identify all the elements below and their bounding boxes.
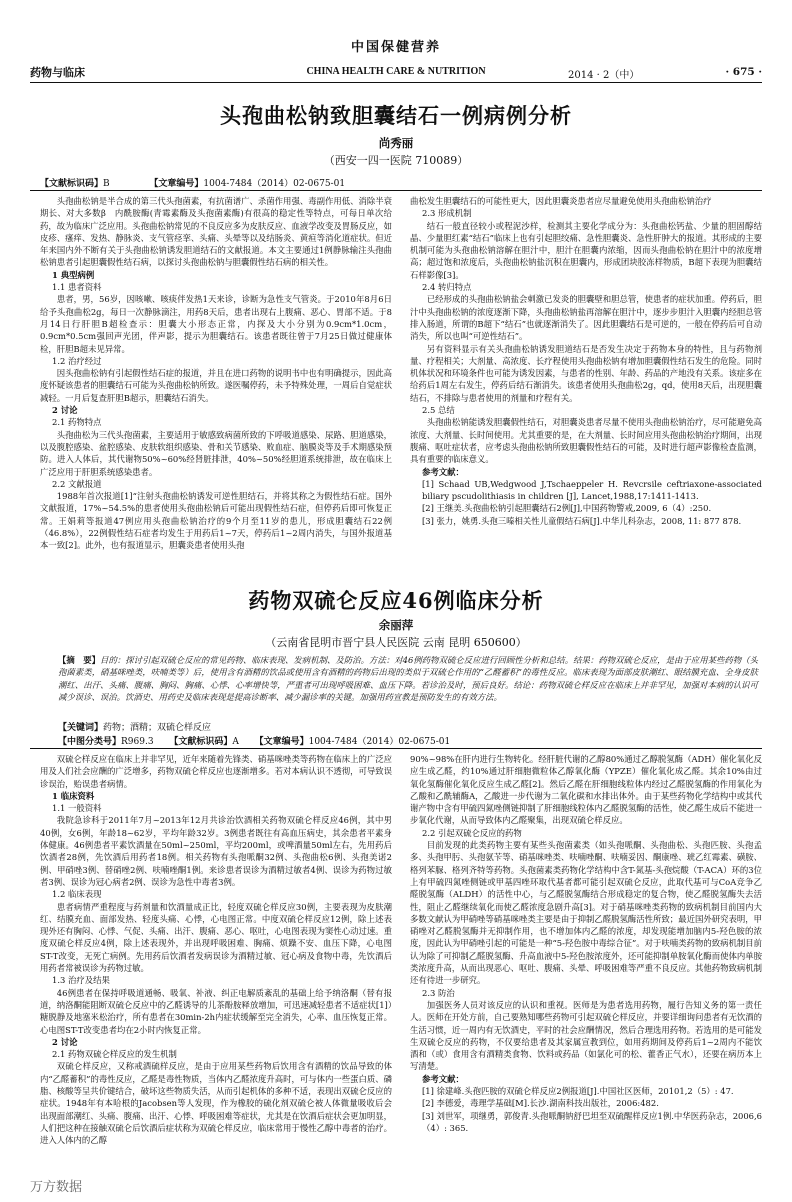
article2-abstract: 【摘 要】目的：探讨引起双硫仑反应的常见药物、临床表现、发病机制、及防治。方法：对46例药物双硫仑反应进行回顾性分析和总结。结果：药物双硫仑反应，是由于应用某些药物（头孢菌素类，硝基咪唑类，呋喃类等）后，使用含有酒精的饮品或使用含有酒精的药物后出现的类似于双硫仑作用的“乙醛蓄积”的毒性反应。临床表现为面部皮肤潮红、眼结膜充血、全身皮肤潮红、出汗、头痛、腹痛、胸闷、胸痛、心悸、心率增快等，严重者可出现呼吸困难、血压下降。若诊治及时，预后良好。结论：药物双硫仑样反应在临床上并非罕见，加强对本病的认识可减少误诊、误治。饮酒史、用药史及临床表现是提高诊断率、减少漏诊率的关键。加强用药宣教是预防发生的有效方法。 bbox=[58, 655, 759, 702]
reference-item: [2] 王继美.头孢曲松钠引起胆囊结石2例[J],中国药物警戒,2009, 6（4）:250. bbox=[422, 503, 712, 514]
article1-meta-rule bbox=[30, 190, 762, 191]
article1-right-column bbox=[410, 195, 762, 577]
reference-item: [3] 刘世军，项继勇，郭俊青.头孢哌酮钠舒巴坦至双硫醒样反应1例.中华医药杂志，2006,6（4）: 365. bbox=[422, 1110, 762, 1133]
article2-meta-rule bbox=[30, 748, 762, 749]
reference-item: [2] 李德爱，毒理学基础[M].长沙.湖南科技出版社，2006:482. bbox=[422, 1098, 659, 1109]
paragraph: 头孢曲松为三代头孢菌素，主要适用于敏感致病菌所致的下呼吸道感染、尿路、胆道感染，以及腹腔感染、盆腔感染、皮肤软组织感染、骨和关节感染、败血症、脑膜炎等及手术期感染预防。进入人体后，其代谢物50%~60%经肾脏排泄，40%~50%经胆道系统排泄，故在临床上广泛应用于肝胆系统感染患者。 bbox=[40, 429, 392, 477]
paragraph: 46例患者在保持呼吸道通畅、吸氧、补液、纠正电解质紊乱的基础上给予纳洛酮（替有报道，纳洛酮能阻断双硫仑反应中的乙醛诱导的儿茶酚胺释放增加，可迅速减轻患者不适症状[1]）糖脱静及地塞米松治疗，所有患者在30min-2h内症状缓解至完全消失，心率、血压恢复正常。心电图ST-T改变患者均在2小时内恢复正常。 bbox=[40, 987, 392, 1035]
article1-meta: 【文献标识码】B 【文章编号】1004-7484（2014）02-0675-01 bbox=[40, 179, 346, 189]
article2-author: 余丽萍 bbox=[378, 618, 414, 632]
paragraph: 头孢曲松钠是半合成的第三代头孢菌素，有抗菌谱广、杀菌作用强、毒副作用低、消除半衰期长、对大多数β 内酰胺酶(青霉素酶及头孢菌素酶)有很高的稳定性等特点，可每日单次给药，故为临床广泛应用。头孢曲松钠常见的不良反应多为皮肤反应、血液学改变及胃肠反应，如皮疹、瘙痒、发热、静脉炎、支气管痉挛、头痛、头晕等以及结肠炎、黄疸等消化道症状。但近年来国内外不断有关于头孢曲松钠诱发胆道结石的文献报道。本文主要通过1例静脉输注头孢曲松钠患者引起胆囊假性结石病，以探讨头孢曲松钠与胆囊假性结石病的相关性。 bbox=[40, 196, 392, 268]
references-heading: 参考文献： bbox=[422, 1073, 464, 1084]
section-heading: 2 讨论 bbox=[52, 1036, 78, 1047]
paragraph: 目前发现的此类药物主要有某些头孢菌素类（如头孢哌酮、头孢曲松、头孢匹胺、头孢孟多、头孢甲肟、头孢氨苄等、硝基咪唑类、呋喃唑酮、呋喃妥因、酮康唑、琥乙红霉素、磺胺、格列苯脲、格列齐特等药物。头孢菌素类药物化学结构中含T-氮基-头孢烷酸（T-ACA）环的3位上有甲硫四氮唑侧链或甲基四唑环取代基者都可能引起双硫仑反应，此取代基可与CoA竞争乙醛脱氢酶（ALDH）的活性中心，与乙醛脱氢酶结合形成稳定的复合物，使乙醛脱氢酶失去活性，阻止乙醛继续氧化而使乙醛浓度急剧升高[3]。对于硝基咪唑类药物的致病机制目前国内大多数文献认为甲硝唑等硝基咪唑类主要是由于抑制乙醛脱氢酶活性所致；最近国外研究表明，甲硝唑对乙醛脱氢酶并无抑制作用，也不增加体内乙醛的浓度，却发现能增加脑内5-羟色胺的浓度，因此认为甲硝唑引起的可能是一种“5-羟色胺中毒综合征”。对于呋喃类药物的致病机制目前认为除了可抑制乙醛脱氢酶、升高血液中5-羟色胺浓度外，还可能抑制单胺氧化酶而使体内单胺类浓度升高，从而出现恶心、呕吐、腹痛、头晕、呼吸困难等严重不良反应。其他药物致病机制还有待进一步研究。 bbox=[410, 840, 762, 986]
issue-label: 2014 · 2（中） bbox=[568, 70, 640, 81]
page-number: · 675 · bbox=[725, 66, 762, 78]
section-heading: 1 典型病例 bbox=[52, 269, 95, 280]
subsection-heading: 1.2 治疗经过 bbox=[52, 355, 102, 366]
subsection-heading: 2.2 文献报道 bbox=[52, 478, 102, 489]
paragraph: 已经形成的头孢曲松钠盐会刺激已发炎的胆囊壁和胆总管，使患者的症状加重。停药后，胆汁中头孢曲松钠的浓度逐渐下降，头孢曲松钠盐再溶解在胆汁中，逐步步胆汁入胆囊内经胆总管排入肠道，所谓的B超下“结石”也就逐渐消失了。因此胆囊结石是可逆的，一般在停药后可自动消失，所以也叫“可逆性结石”。 bbox=[410, 294, 762, 342]
paragraph: 头孢曲松钠能诱发胆囊假性结石，对胆囊炎患者尽量不使用头孢曲松钠治疗，尽可能避免高浓度、大剂量、长时间使用。尤其重要的是，在大剂量、长时间应用头孢曲松钠治疗期间，出现腹痛、呕吐症状者，应考虑头孢曲松钠所致胆囊假性结石的可能，及时进行超声影像检查监测，具有重要的临床意义。 bbox=[410, 417, 762, 465]
subsection-heading: 2.1 药物双硫仑样反应的发生机制 bbox=[52, 1049, 177, 1060]
paragraph: 1988年首次报道[1]“注射头孢曲松钠诱发可逆性胆结石，并将其称之为假性结石症。国外文献报道，17%~54.5%的患者使用头孢曲松钠后可能出现假性结石症，但停药后即可恢复正常。王娟莉等报道47例应用头孢曲松钠治疗的9个月至11岁的患儿，形成胆囊结石22例（46.8%），22例假性结石症者均发生于用药后1~7天，停药后1~2周内消失，与国外报道基本一致[2]。此外，也有报道显示，胆囊炎患者使用头孢 bbox=[40, 491, 392, 551]
article2-right-column bbox=[410, 753, 762, 1163]
subsection-heading: 2.3 形成机制 bbox=[422, 208, 472, 219]
article1-affiliation: （西安一四一医院 710089） bbox=[323, 154, 469, 167]
paragraph: 患者，男，56岁，因咳嗽、咳痰伴发热1天来诊，诊断为急性支气管炎。于2010年8月6日给予头孢曲松2g，每日一次静脉滴注，用药8天后，患者出现右上腹痛、恶心、胃部不适。于8月14日行肝胆B超检查示：胆囊大小形态正常，内探及大小分别为0.9cm*1.0cm，0.9cm*0.5cm强回声光团，伴声影，提示为胆囊结石。该患者既往曾于7月25日做过健康体检，肝胆B超未见异常。 bbox=[40, 294, 392, 354]
article1-title: 头孢曲松钠致胆囊结石一例病例分析 bbox=[220, 103, 572, 128]
paragraph: 另有资料显示有关头孢曲松钠诱发胆道结石是否发生决定于药物本身的特性，且与药物剂量、疗程相关；大剂量、高浓度、长疗程使用头孢曲松钠有增加胆囊假性结石发生的危险。同时机体状况和环境条件也可能为诱发因素，与患者的性别、年龄、药品的产地没有关系。该症多在给药后1周左右发生，停药后结石渐消失。该患者使用头孢曲松2g，qd，使用8天后，出现胆囊结石，不排除与患者使用的剂量和疗程有关。 bbox=[410, 343, 762, 403]
subsection-heading: 1.1 一般资料 bbox=[52, 803, 102, 814]
article2-meta: 【中图分类号】R969.3 【文献标识码】A 【文章编号】1004-7484（2014）02-0675-01 bbox=[58, 737, 451, 747]
paragraph: 90%~98%在肝内进行生物转化。经肝脏代谢的乙醇80%通过乙醇脱氢酶（ADH）催化氧化反应生成乙醛，约10%通过肝细胞微粒体乙醇氧化酶（YPZE）催化氧化成乙醛。其余10%由过氧化氢酶催化氧化反应生成乙醛[2]。然后乙醛在肝细胞线粒体内经过乙醛脱氢酶的作用氧化为乙酸和乙酰辅酶A，乙酸进一步代谢为二氧化碳和水排出体外。由于某些药物化学结构中或其代谢产物中含有甲硫四氮唑侧链抑制了肝细胞线粒体内乙醛脱氢酶的活性，使乙醛生成后不能进一步氧化代谢，从而导致体内乙醛聚集，出现双硫仑样反应。 bbox=[410, 754, 762, 826]
paragraph: 因头孢曲松钠有引起假性结石症的报道，并且在进口药物的说明书中也有明确提示，因此高度怀疑该患者的胆囊结石可能为头孢曲松钠所致。遂医嘱停药，未予特殊处理，一周后自觉症状减轻。一月后复查肝胆B超示，胆囊结石消失。 bbox=[40, 368, 392, 403]
reference-item: [1] Schaad UB,Wedgwood J,Tschaeppeler H. Revcrsile ceftriaxone-associated biliary pscudolithiasis in children [J], Lancet,1988,17:1411-1413. bbox=[422, 478, 762, 502]
article2-affiliation: （云南省昆明市晋宁县人民医院 云南 昆明 650600） bbox=[265, 636, 527, 649]
subsection-heading: 1.2 临床表现 bbox=[52, 889, 102, 900]
article2-keywords: 【关键词】药物；酒精；双硫仑样反应 bbox=[58, 723, 212, 733]
paragraph: 曲松发生胆囊结石的可能性更大，因此胆囊炎患者应尽量避免使用头孢曲松钠治疗 bbox=[410, 196, 712, 206]
paragraph: 我院急诊科于2011年7月~2013年12月共诊治饮酒相关药物双硫仑样反应46例，其中男40例，女6例，年龄18~62岁，平均年龄32岁。3例患者既往有高血压病史，其余患者平素身体健康。46例患者平素饮酒量在50ml~250ml，平均200ml，或啤酒量50ml左右，先用药后饮酒者28例，先饮酒后用药者18例。相关药物有头孢哌酮32例、头孢曲松6例、头孢美诺2例、甲硝唑3例、替硝唑2例、呋喃唑酮1例。来诊患者误诊为酒精过敏者4例、误诊为药物过敏者3例、误诊为冠心病者2例、误诊为急性中毒者3例。 bbox=[40, 815, 392, 887]
article1-left-column bbox=[40, 195, 392, 577]
paragraph: 结石一般直径较小或程泥沙样，检测其主要化学成分为：头孢曲松钙盐、少量的胆固醇结晶、少量胆红素“结石”临床上也有引起胆绞痛、急性胆囊炎、急性肝肿大的报道。其形成的主要机制可能为头孢曲松钠溶解在胆汁中，胆汁在胆囊内浓缩，因而头孢曲松钠在胆汁中的浓度增高；超过饱和浓度后，头孢曲松钠盐沉积在胆囊内，形成团块胶冻样物质，B超下表现为胆囊结石样影像[3]。 bbox=[410, 220, 762, 280]
paragraph: 双硫仑样反应，又称戒酒硫样反应，是由于应用某些药物后饮用含有酒精的饮品导致的体内“乙醛蓄积”的毒性反应，乙醛是毒性物质，当体内乙醛浓度升高时，可与体内一些蛋白质、磷脂、核酸等呈共价键结合，破坏这些物质失活，从而引起机体的多种不适，表现出双硫仑反应的症状。1948年有本哈根的Jacobsen等人发现，作为橡胶的硫化剂双硫仑被人体微量吸收后会出现面部潮红、头痛、腹痛、出汗、心悸、呼吸困难等症状，尤其是在饮酒后症状会更加明显，人们把这种在接触双硫仑后饮酒后症状称为双硫仑样反应，临床常用于慢性乙醇中毒者的治疗。进入人体内的乙醇 bbox=[40, 1061, 392, 1146]
header-rule bbox=[30, 82, 762, 83]
reference-item: [1] 徐建峰.头孢匹胺的双硫仑样反应2例报道[J].中国社区医师，20101,2（5）: 47. bbox=[422, 1086, 734, 1097]
section-heading: 2 讨论 bbox=[52, 405, 78, 416]
journal-english-name: CHINA HEALTH CARE & NUTRITION bbox=[306, 66, 486, 77]
subsection-heading: 2.1 药物特点 bbox=[52, 417, 102, 428]
article2-title: 药物双硫仑反应46例临床分析 bbox=[248, 588, 544, 613]
reference-item: [3] 张力，姚勇.头孢三嗪相关性儿童假结石病[J].中华儿科杂志，2008, 11: 877 878. bbox=[422, 515, 742, 526]
article2-left-column bbox=[40, 753, 392, 1163]
subsection-heading: 2.2 引起双硫仑反应的药物 bbox=[422, 827, 522, 838]
paragraph: 加强医务人员对该反应的认识和重视。医师是为患者选用药物，履行告知义务的第一责任人。医师在开处方前，自己要熟知哪些药物可引起双硫仑样反应，并要详细询问患者有无饮酒的生活习惯，近一周内有无饮酒史，平时的社会应酬情况，然后合理选用药物。若选用的是可能发生双硫仑反应的药物，不仅要给患者及其家属宣教到位，如用药期间及停药后1~2周内不能饮酒和（或）食用含有酒精类食物、饮料或药品（如氯化可的松、藿香正气水），还要在病历本上写清楚。 bbox=[410, 999, 762, 1072]
paragraph: 患者病情严重程度与药剂量和饮酒量成正比，轻度双硫仑样反应30例，主要表现为皮肤潮红、结膜充血、面部发热、轻度头痛、心悸，心电图正常。中度双硫仑样反应12例，除上述表现外还有胸闷、心悸、气促、头痛、出汗、腹痛、恶心、呕吐，心电图表现为窦性心动过速。重度双硫仑样反应4例，除上述表现外，并出现呼吸困难、胸痛、烦躁不安、血压下降，心电图ST-T改变，无死亡病例。先用药后饮酒者发病误诊为酒精过敏、冠心病及食物中毒，先饮酒后用药者常被误诊为药物过敏。 bbox=[40, 901, 392, 974]
subsection-heading: 1.1 患者资料 bbox=[52, 282, 102, 293]
subsection-heading: 2.5 总结 bbox=[422, 405, 455, 416]
subsection-heading: 2.4 转归特点 bbox=[422, 282, 472, 293]
article1-author: 尚秀丽 bbox=[378, 136, 414, 150]
paragraph: 双硫仑样反应在临床上并非罕见，近年来随着先锋类、硝基咪唑类等药物在临床上的广泛应用及人们社会应酬的广泛增多，药物双硫仑样反应也逐渐增多。若对本病认识不透彻，可导致误诊误治，贻误患者病情。 bbox=[40, 754, 392, 789]
watermark: 万方数据 bbox=[30, 1180, 83, 1195]
section-heading: 1 临床资料 bbox=[52, 790, 95, 801]
section-label: 药物与临床 bbox=[30, 66, 85, 79]
journal-name: 中国保健营养 bbox=[350, 40, 441, 55]
subsection-heading: 2.3 防治 bbox=[422, 987, 455, 998]
subsection-heading: 1.3 治疗及结果 bbox=[52, 975, 110, 986]
references-heading: 参考文献： bbox=[422, 466, 464, 477]
